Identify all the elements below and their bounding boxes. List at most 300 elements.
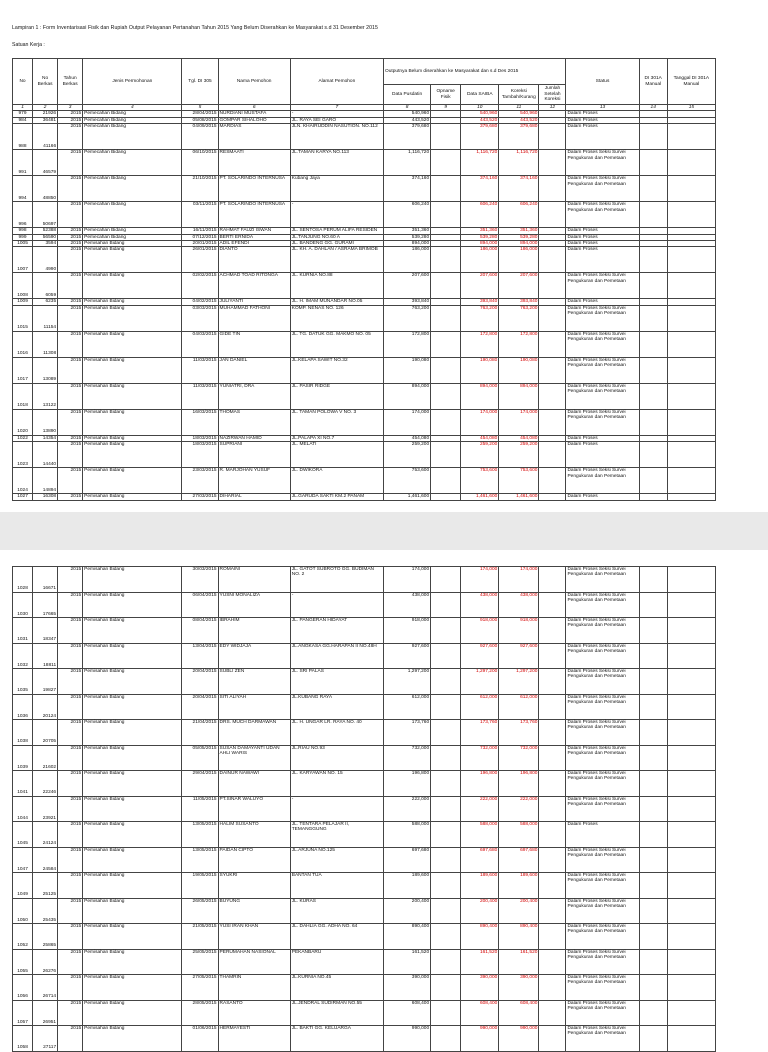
cell-status: Dalam Proses Seksi Survei Pengukuran dan Pemetaan (566, 1026, 639, 1052)
cell-status: Dalam Proses (566, 822, 639, 848)
cell-nama-pemohon: DRS. MUCH DARMAWAN (218, 720, 290, 746)
header-no-berkas: No Berkas (33, 59, 58, 105)
cell-tanggal-di301a (667, 669, 715, 695)
cell-alamat-pemohon: JL. KURNIA NO.88 (290, 273, 383, 299)
cell-tgl-di305: 16/11/2015 (182, 228, 218, 234)
cell-opname-fisik (431, 618, 461, 644)
cell-data-saiba: 608,400 (461, 1000, 499, 1026)
cell-koreksi: 174,000 (499, 409, 539, 435)
cell-alamat-pemohon: JL. BANDENG GG. GURAMI (290, 241, 383, 247)
cell-alamat-pemohon: JL.TAMAN KARYA NO.113 (290, 150, 383, 176)
cell-tanggal-di301a (667, 643, 715, 669)
cell-nama-pemohon: EDY WIDJAJA (218, 643, 290, 669)
inventory-table-page-2 (12, 566, 716, 1052)
cell-di301a-manual (639, 150, 667, 176)
cell-nama-pemohon: BUYUNG (218, 898, 290, 924)
cell-koreksi: 927,600 (499, 643, 539, 669)
cell-nama-pemohon: PAIDAN CIPTO (218, 847, 290, 873)
cell-no-berkas: 3594 (33, 241, 58, 247)
cell-no: 988 (13, 124, 33, 150)
cell-koreksi: 1,297,200 (499, 669, 539, 695)
cell-koreksi: 161,520 (499, 949, 539, 975)
header-status: Status (566, 59, 639, 105)
cell-no-berkas: 20705 (33, 720, 58, 746)
document-title: Lampiran 1 : Form Inventarisasi Fisik dan Rupiah Output Pelayanan Pertanahan Tahun 2015 Yang Belum Diserahkan ke Masyarakat s.d 31 Desember 2015 (12, 25, 378, 31)
cell-tgl-di305: 13/05/2015 (182, 822, 218, 848)
table-row (13, 669, 716, 695)
cell-jumlah-koreksi (539, 720, 566, 746)
column-number: 10 (461, 105, 499, 111)
cell-status: Dalam Proses Seksi Survei Pengukuran dan Pemetaan (566, 796, 639, 822)
cell-no: 1017 (13, 357, 33, 383)
cell-tgl-di305: 25/05/2015 (182, 949, 218, 975)
cell-data-saiba: 894,000 (461, 241, 499, 247)
cell-koreksi: 990,000 (499, 1026, 539, 1052)
cell-jenis-permohonan: Pemisahan Bidang (83, 299, 182, 305)
table-row (13, 202, 716, 228)
cell-no-berkas: 25125 (33, 873, 58, 899)
cell-tanggal-di301a (667, 1026, 715, 1052)
cell-no-berkas: 6059 (33, 273, 58, 299)
cell-data-saiba: 207,600 (461, 273, 499, 299)
cell-jenis-permohonan: Pemisahan Bidang (83, 643, 182, 669)
cell-jumlah-koreksi (539, 949, 566, 975)
cell-no: 979 (13, 111, 33, 117)
cell-koreksi: 393,840 (499, 299, 539, 305)
cell-opname-fisik (431, 898, 461, 924)
table-row (13, 409, 716, 435)
cell-data-saiba: 259,200 (461, 442, 499, 468)
cell-alamat-pemohon: - (290, 202, 383, 228)
cell-tanggal-di301a (667, 357, 715, 383)
cell-data-pusdatin: 763,200 (384, 305, 431, 331)
cell-no-berkas: 21926 (33, 111, 58, 117)
table-row (13, 796, 716, 822)
satuan-kerja-label: Satuan Kerja : (12, 42, 45, 48)
cell-data-pusdatin: 732,000 (384, 745, 431, 771)
cell-tahun: 2015 (58, 898, 83, 924)
header-tahun-berkas: Tahun Berkas (58, 59, 83, 105)
cell-alamat-pemohon: JL. SENTOSA PERUM ALIFA RESIDEN (290, 228, 383, 234)
cell-no: 1049 (13, 873, 33, 899)
cell-status: Dalam Proses Seksi Survei Pengukuran dan Pemetaan (566, 924, 639, 950)
cell-tanggal-di301a (667, 618, 715, 644)
cell-status: Dalam Proses Seksi Survei Pengukuran dan Pemetaan (566, 694, 639, 720)
cell-status: Dalam Proses (566, 241, 639, 247)
cell-alamat-pemohon: JL. TENTARA PELAJAR II, TEMANGGUNG (290, 822, 383, 848)
cell-nama-pemohon: BERTI ERNIDA (218, 234, 290, 240)
cell-no: 1055 (13, 949, 33, 975)
cell-no-berkas: 16671 (33, 567, 58, 593)
cell-koreksi: 351,360 (499, 228, 539, 234)
cell-nama-pemohon: ROMAINI (218, 567, 290, 593)
table-row (13, 694, 716, 720)
cell-no: 1058 (13, 1026, 33, 1052)
cell-tanggal-di301a (667, 592, 715, 618)
cell-nama-pemohon: ADIL EFENDI (218, 241, 290, 247)
cell-status: Dalam Proses Seksi Survei Pengukuran dan Pemetaan (566, 898, 639, 924)
cell-jumlah-koreksi (539, 796, 566, 822)
cell-jenis-permohonan: Pemecahan Bidang (83, 124, 182, 150)
table-row (13, 1000, 716, 1026)
cell-data-pusdatin: 1,297,200 (384, 669, 431, 695)
cell-di301a-manual (639, 771, 667, 797)
cell-status: Dalam Proses Seksi Survei Pengukuran dan Pemetaan (566, 409, 639, 435)
cell-opname-fisik (431, 176, 461, 202)
cell-no-berkas: 52388 (33, 228, 58, 234)
cell-nama-pemohon: JAN DANIEL (218, 357, 290, 383)
cell-tanggal-di301a (667, 468, 715, 494)
cell-nama-pemohon: SYUKRI (218, 873, 290, 899)
cell-tanggal-di301a (667, 494, 715, 500)
cell-data-pusdatin: 918,000 (384, 618, 431, 644)
cell-tahun: 2015 (58, 643, 83, 669)
cell-data-pusdatin: 894,000 (384, 383, 431, 409)
cell-tahun: 2015 (58, 822, 83, 848)
cell-tgl-di305: 30/03/2015 (182, 567, 218, 593)
cell-no: 1024 (13, 468, 33, 494)
cell-di301a-manual (639, 1000, 667, 1026)
cell-data-pusdatin: 927,600 (384, 643, 431, 669)
cell-jenis-permohonan: Pemisahan Bidang (83, 383, 182, 409)
cell-koreksi: 753,600 (499, 468, 539, 494)
cell-tgl-di305: 19/05/2015 (182, 873, 218, 899)
header-tgl-di305: Tgl. DI 305 (182, 59, 218, 105)
cell-jumlah-koreksi (539, 822, 566, 848)
cell-data-pusdatin: 990,000 (384, 1026, 431, 1052)
cell-di301a-manual (639, 273, 667, 299)
cell-jumlah-koreksi (539, 202, 566, 228)
cell-jenis-permohonan: Pemisahan Bidang (83, 975, 182, 1001)
cell-jumlah-koreksi (539, 273, 566, 299)
cell-tgl-di305: 04/02/2015 (182, 299, 218, 305)
table-row (13, 273, 716, 299)
cell-alamat-pemohon: JL. KURAS (290, 898, 383, 924)
cell-tahun: 2015 (58, 949, 83, 975)
cell-data-saiba: 173,760 (461, 720, 499, 746)
cell-no: 1041 (13, 771, 33, 797)
cell-di301a-manual (639, 643, 667, 669)
cell-jenis-permohonan: Pemisahan Bidang (83, 409, 182, 435)
cell-opname-fisik (431, 468, 461, 494)
cell-no: 1018 (13, 383, 33, 409)
cell-status: Dalam Proses Seksi Survei Pengukuran dan Pemetaan (566, 669, 639, 695)
cell-no: 1020 (13, 409, 33, 435)
cell-alamat-pemohon: JL. TAMAN POLOWA V NO. 3 (290, 409, 383, 435)
cell-no: 998 (13, 228, 33, 234)
cell-tgl-di305: 04/09/2015 (182, 124, 218, 150)
header-no: No (13, 59, 33, 105)
cell-no-berkas: 20124 (33, 694, 58, 720)
cell-opname-fisik (431, 720, 461, 746)
table-row (13, 247, 716, 273)
cell-jenis-permohonan: Pemisahan Bidang (83, 822, 182, 848)
cell-di301a-manual (639, 383, 667, 409)
cell-tgl-di305: 11/03/2015 (182, 383, 218, 409)
cell-no-berkas: 21602 (33, 745, 58, 771)
cell-koreksi: 454,080 (499, 435, 539, 441)
cell-jumlah-koreksi (539, 873, 566, 899)
header-jenis-permohonan: Jenis Permohonan (83, 59, 182, 105)
cell-alamat-pemohon: JLN. KHAIRUDDIN NASUTION. NO.112 (290, 124, 383, 150)
cell-no: 1009 (13, 299, 33, 305)
cell-nama-pemohon: IBRAHIM (218, 618, 290, 644)
cell-tahun: 2015 (58, 873, 83, 899)
cell-data-pusdatin: 190,080 (384, 357, 431, 383)
cell-tgl-di305: 06/04/2015 (182, 592, 218, 618)
cell-no-berkas: 14440 (33, 442, 58, 468)
header-jumlah-koreksi: Jumlah Setelah Koreksi (539, 85, 566, 105)
cell-data-saiba: 351,360 (461, 228, 499, 234)
cell-koreksi: 539,280 (499, 234, 539, 240)
table-row (13, 975, 716, 1001)
cell-status: Dalam Proses Seksi Survei Pengukuran dan Pemetaan (566, 643, 639, 669)
cell-koreksi: 612,000 (499, 694, 539, 720)
cell-data-pusdatin: 222,000 (384, 796, 431, 822)
cell-di301a-manual (639, 592, 667, 618)
cell-opname-fisik (431, 383, 461, 409)
cell-di301a-manual (639, 847, 667, 873)
cell-tgl-di305: 11/05/2015 (182, 796, 218, 822)
cell-di301a-manual (639, 720, 667, 746)
cell-data-pusdatin: 443,520 (384, 117, 431, 123)
cell-tgl-di305: 21/04/2015 (182, 720, 218, 746)
cell-tanggal-di301a (667, 273, 715, 299)
cell-nama-pemohon: PT. SOLARINDO INTERNUSA (218, 176, 290, 202)
cell-opname-fisik (431, 822, 461, 848)
cell-nama-pemohon: THAMRIN (218, 975, 290, 1001)
cell-data-pusdatin: 753,600 (384, 468, 431, 494)
column-number: 13 (566, 105, 639, 111)
cell-data-pusdatin: 608,400 (384, 1000, 431, 1026)
cell-no-berkas: 11154 (33, 305, 58, 331)
cell-koreksi: 608,400 (499, 1000, 539, 1026)
cell-jenis-permohonan: Pemisahan Bidang (83, 567, 182, 593)
cell-jenis-permohonan: Pemisahan Bidang (83, 357, 182, 383)
cell-no-berkas: 24584 (33, 847, 58, 873)
cell-jumlah-koreksi (539, 150, 566, 176)
cell-data-pusdatin: 259,200 (384, 442, 431, 468)
cell-tahun: 2015 (58, 228, 83, 234)
cell-alamat-pemohon: PEKANBARU (290, 949, 383, 975)
cell-jenis-permohonan: Pemisahan Bidang (83, 720, 182, 746)
cell-data-saiba: 1,297,200 (461, 669, 499, 695)
cell-tahun: 2015 (58, 847, 83, 873)
cell-data-pusdatin: 1,116,720 (384, 150, 431, 176)
cell-alamat-pemohon: JL.ARJUNA NO.125 (290, 847, 383, 873)
cell-opname-fisik (431, 873, 461, 899)
cell-koreksi: 186,000 (499, 247, 539, 273)
cell-nama-pemohon: GOMPAR SIHALOHO (218, 117, 290, 123)
cell-no-berkas: 25435 (33, 898, 58, 924)
column-number: 1 (13, 105, 33, 111)
cell-tanggal-di301a (667, 383, 715, 409)
cell-koreksi: 894,000 (499, 383, 539, 409)
cell-opname-fisik (431, 771, 461, 797)
cell-data-saiba: 918,000 (461, 618, 499, 644)
cell-koreksi: 697,680 (499, 847, 539, 873)
cell-tahun: 2015 (58, 202, 83, 228)
cell-koreksi: 172,800 (499, 331, 539, 357)
cell-jenis-permohonan: Pemisahan Bidang (83, 618, 182, 644)
cell-jenis-permohonan: Pemisahan Bidang (83, 949, 182, 975)
table-row (13, 468, 716, 494)
cell-koreksi: 173,760 (499, 720, 539, 746)
cell-jumlah-koreksi (539, 771, 566, 797)
cell-opname-fisik (431, 150, 461, 176)
cell-opname-fisik (431, 202, 461, 228)
cell-data-pusdatin: 189,600 (384, 873, 431, 899)
cell-nama-pemohon: DIHARIAL (218, 494, 290, 500)
cell-tgl-di305: 20/04/2015 (182, 694, 218, 720)
table-row (13, 383, 716, 409)
cell-no: 1031 (13, 618, 33, 644)
cell-data-saiba: 890,400 (461, 924, 499, 950)
cell-opname-fisik (431, 357, 461, 383)
cell-tanggal-di301a (667, 409, 715, 435)
cell-tgl-di305: 21/10/2015 (182, 176, 218, 202)
cell-data-saiba: 588,000 (461, 822, 499, 848)
cell-alamat-pemohon: JL.JENDRAL SUDIRMAN NO.55 (290, 1000, 383, 1026)
cell-jenis-permohonan: Pemisahan Bidang (83, 1026, 182, 1052)
cell-nama-pemohon: ACHMAD TOAD RITONGA (218, 273, 290, 299)
cell-tanggal-di301a (667, 771, 715, 797)
cell-data-pusdatin: 172,800 (384, 331, 431, 357)
cell-opname-fisik (431, 694, 461, 720)
cell-jenis-permohonan: Pemecahan Bidang (83, 150, 182, 176)
cell-tanggal-di301a (667, 305, 715, 331)
cell-di301a-manual (639, 796, 667, 822)
cell-jenis-permohonan: Pemisahan Bidang (83, 873, 182, 899)
column-number: 5 (182, 105, 218, 111)
cell-no-berkas: 13089 (33, 357, 58, 383)
cell-tanggal-di301a (667, 202, 715, 228)
cell-tanggal-di301a (667, 949, 715, 975)
cell-jenis-permohonan: Pemisahan Bidang (83, 669, 182, 695)
cell-koreksi: 379,680 (499, 124, 539, 150)
cell-di301a-manual (639, 567, 667, 593)
cell-tahun: 2015 (58, 150, 83, 176)
cell-tgl-di305: 29/04/2015 (182, 771, 218, 797)
cell-tahun: 2015 (58, 241, 83, 247)
table-row (13, 618, 716, 644)
cell-jumlah-koreksi (539, 975, 566, 1001)
cell-no-berkas: 41166 (33, 124, 58, 150)
cell-di301a-manual (639, 357, 667, 383)
cell-no: 1050 (13, 898, 33, 924)
cell-jenis-permohonan: Pemisahan Bidang (83, 924, 182, 950)
cell-data-pusdatin: 697,680 (384, 847, 431, 873)
cell-alamat-pemohon: JL.KELAPA SAWIT NO.32 (290, 357, 383, 383)
cell-data-saiba: 390,000 (461, 975, 499, 1001)
cell-opname-fisik (431, 331, 461, 357)
cell-nama-pemohon: HERMAYESTI (218, 1026, 290, 1052)
cell-data-saiba: 196,800 (461, 771, 499, 797)
cell-tgl-di305: 03/11/2015 (182, 202, 218, 228)
cell-jumlah-koreksi (539, 468, 566, 494)
cell-opname-fisik (431, 124, 461, 150)
cell-no: 1005 (13, 241, 33, 247)
table-row (13, 305, 716, 331)
cell-jenis-permohonan: Pemisahan Bidang (83, 1000, 182, 1026)
cell-jenis-permohonan: Pemecahan Bidang (83, 234, 182, 240)
cell-jenis-permohonan: Pemisahan Bidang (83, 435, 182, 441)
cell-tgl-di305: 26/05/2015 (182, 898, 218, 924)
cell-alamat-pemohon: JL.ANGKASA GG.HARAPAN II NO.48H (290, 643, 383, 669)
cell-koreksi: 174,000 (499, 567, 539, 593)
cell-no-berkas: 23921 (33, 796, 58, 822)
cell-jenis-permohonan: Pemisahan Bidang (83, 592, 182, 618)
cell-no-berkas: 14894 (33, 468, 58, 494)
cell-alamat-pemohon: JL. DAHLIA GG. ADHA NO. 64 (290, 924, 383, 950)
cell-jumlah-koreksi (539, 442, 566, 468)
cell-no: 1045 (13, 822, 33, 848)
cell-opname-fisik (431, 669, 461, 695)
cell-koreksi: 1,116,720 (499, 150, 539, 176)
inventory-table-page-1 (12, 58, 716, 501)
cell-tahun: 2015 (58, 975, 83, 1001)
cell-no-berkas: 46579 (33, 150, 58, 176)
cell-no-berkas: 27117 (33, 1026, 58, 1052)
cell-di301a-manual (639, 468, 667, 494)
cell-di301a-manual (639, 442, 667, 468)
cell-opname-fisik (431, 949, 461, 975)
cell-no: 1038 (13, 720, 33, 746)
cell-no-berkas: 16308 (33, 494, 58, 500)
cell-tgl-di305: 20/04/2015 (182, 669, 218, 695)
cell-no-berkas: 36481 (33, 117, 58, 123)
cell-koreksi: 438,000 (499, 592, 539, 618)
cell-data-pusdatin: 612,000 (384, 694, 431, 720)
cell-tanggal-di301a (667, 847, 715, 873)
cell-alamat-pemohon: JL. H. IMAM MUNANDAR NO.05 (290, 299, 383, 305)
cell-jumlah-koreksi (539, 567, 566, 593)
cell-jenis-permohonan: Pemisahan Bidang (83, 745, 182, 771)
cell-tahun: 2015 (58, 924, 83, 950)
cell-opname-fisik (431, 494, 461, 500)
cell-alamat-pemohon: JL. GATOT SUBROTO GG. BUDIMAN NO. 2 (290, 567, 383, 593)
cell-tgl-di305: 02/02/2015 (182, 273, 218, 299)
cell-no-berkas: 26951 (33, 1000, 58, 1026)
cell-tahun: 2015 (58, 435, 83, 441)
cell-alamat-pemohon: JL.KURNIA NO.45 (290, 975, 383, 1001)
cell-tanggal-di301a (667, 331, 715, 357)
cell-tahun: 2015 (58, 694, 83, 720)
cell-jumlah-koreksi (539, 176, 566, 202)
cell-di301a-manual (639, 409, 667, 435)
cell-no-berkas: 26276 (33, 949, 58, 975)
cell-jenis-permohonan: Pemisahan Bidang (83, 305, 182, 331)
cell-status: Dalam Proses Seksi Survei Pengukuran dan Pemetaan (566, 771, 639, 797)
cell-data-saiba: 186,000 (461, 247, 499, 273)
cell-nama-pemohon: NURDIANI MUSTAFA (218, 111, 290, 117)
cell-jumlah-koreksi (539, 1000, 566, 1026)
cell-tahun: 2015 (58, 720, 83, 746)
cell-data-saiba: 379,680 (461, 124, 499, 150)
cell-tanggal-di301a (667, 720, 715, 746)
cell-alamat-pemohon: JL. RAYA SEI GARO (290, 117, 383, 123)
cell-jumlah-koreksi (539, 847, 566, 873)
cell-opname-fisik (431, 442, 461, 468)
cell-data-saiba: 161,520 (461, 949, 499, 975)
cell-status: Dalam Proses Seksi Survei Pengukuran dan Pemetaan (566, 176, 639, 202)
cell-jenis-permohonan: Pemisahan Bidang (83, 694, 182, 720)
cell-di301a-manual (639, 873, 667, 899)
cell-tgl-di305: 27/05/2015 (182, 975, 218, 1001)
cell-tahun: 2015 (58, 618, 83, 644)
cell-tahun: 2015 (58, 176, 83, 202)
cell-data-saiba: 990,000 (461, 1026, 499, 1052)
